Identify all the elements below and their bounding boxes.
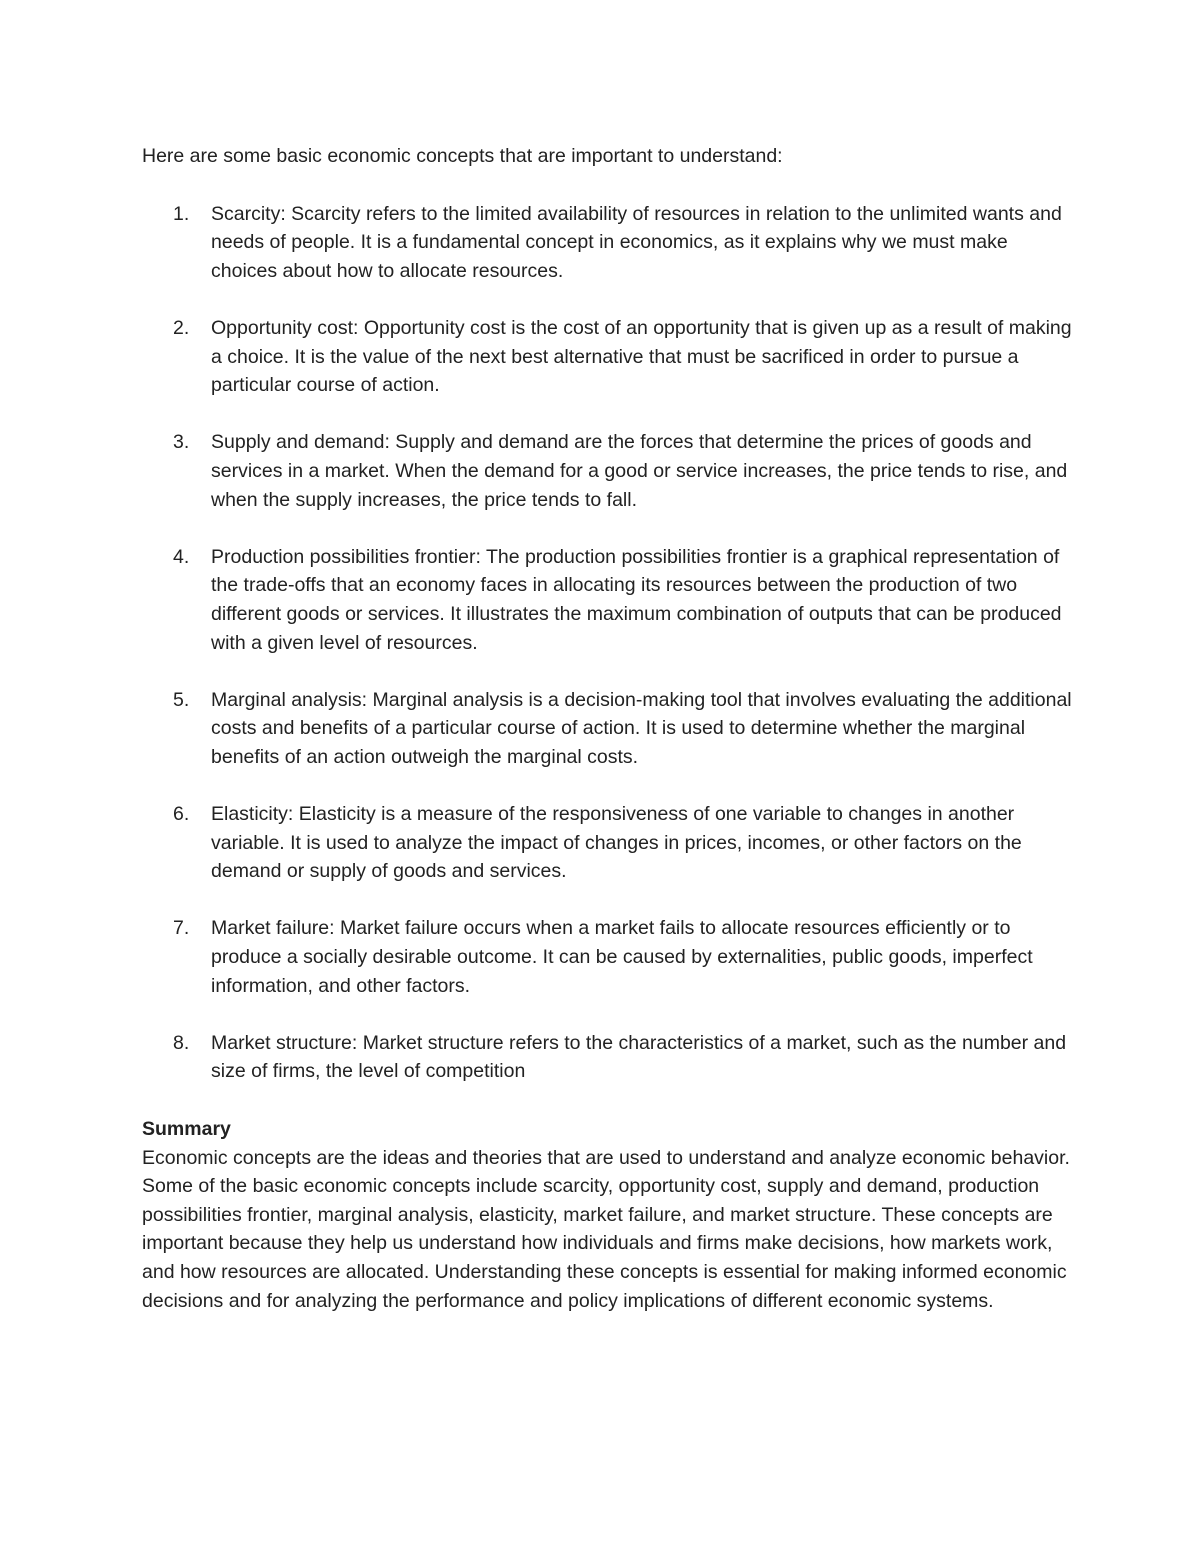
list-number: 4. (173, 545, 190, 568)
list-number: 3. (173, 431, 190, 454)
list-item-elasticity (142, 800, 1072, 886)
list-number: 2. (173, 316, 190, 339)
list-item-text: Opportunity cost: Opportunity cost is the cost of an opportunity that is given up as a result of making a choice. It is the value of the next best alternative that must be sacrificed in order to pursue a particular course of action. (211, 316, 1072, 397)
list-item-supply-and-demand (142, 428, 1072, 514)
concept-list (142, 200, 1072, 1086)
list-item-marginal-analysis (142, 686, 1072, 772)
list-item-opportunity-cost (142, 314, 1072, 400)
list-item-text: Market failure: Market failure occurs when a market fails to allocate resources efficiently or to produce a socially desirable outcome. It can be caused by externalities, public goods, imperfect information, and other factors. (211, 917, 1033, 997)
list-item-text: Marginal analysis: Marginal analysis is a decision-making tool that involves evaluating the additional costs and benefits of a particular course of action. It is used to determine whether the marginal benefits of an action outweigh the marginal costs. (211, 688, 1072, 768)
list-item-scarcity (142, 200, 1072, 286)
list-item-text: Market structure: Market structure refers to the characteristics of a market, such as the number and size of firms, the level of competition (211, 1031, 1067, 1083)
list-item-production-possibilities-frontier (142, 543, 1072, 657)
list-item-text: Supply and demand: Supply and demand are the forces that determine the prices of goods and services in a market. When the demand for a good or service increases, the price tends to rise, and when the supply increases, the price tends to fall. (211, 431, 1068, 511)
list-number: 5. (173, 688, 190, 711)
intro-paragraph: Here are some basic economic concepts that are important to understand: (142, 145, 783, 167)
list-item-market-failure (142, 914, 1072, 1000)
list-item-text: Scarcity: Scarcity refers to the limited availability of resources in relation to the unlimited wants and needs of people. It is a fundamental concept in economics, as it explains why we must make choices about how to allocate resources. (211, 202, 1062, 282)
list-item-text: Elasticity: Elasticity is a measure of the responsiveness of one variable to changes in another variable. It is used to analyze the impact of changes in prices, incomes, or other factors on the demand or supply of goods and services. (211, 803, 1022, 883)
summary-paragraph: Economic concepts are the ideas and theories that are used to understand and analyze economic behavior. Some of the basic economic concepts include scarcity, opportunity cost, supply and demand, production possibilities frontier, marginal analysis, elasticity, market failure, and market structure. These concepts are important because they help us understand how individuals and firms make decisions, how markets work, and how resources are allocated. Understanding these concepts is essential for making informed economic decisions and for analyzing the performance and policy implications of different economic systems. (142, 1146, 1070, 1312)
list-item-market-structure (142, 1029, 1072, 1086)
list-number: 7. (173, 917, 190, 940)
list-number: 8. (173, 1031, 190, 1054)
list-number: 1. (173, 202, 190, 225)
summary-heading: Summary (142, 1118, 231, 1140)
list-item-text: Production possibilities frontier: The production possibilities frontier is a graphical representation of the trade-offs that an economy faces in allocating its resources between the production of two different goods or services. It illustrates the maximum combination of outputs that can be produced with a given level of resources. (211, 545, 1062, 654)
list-number: 6. (173, 803, 190, 826)
document-page (142, 142, 1072, 1315)
